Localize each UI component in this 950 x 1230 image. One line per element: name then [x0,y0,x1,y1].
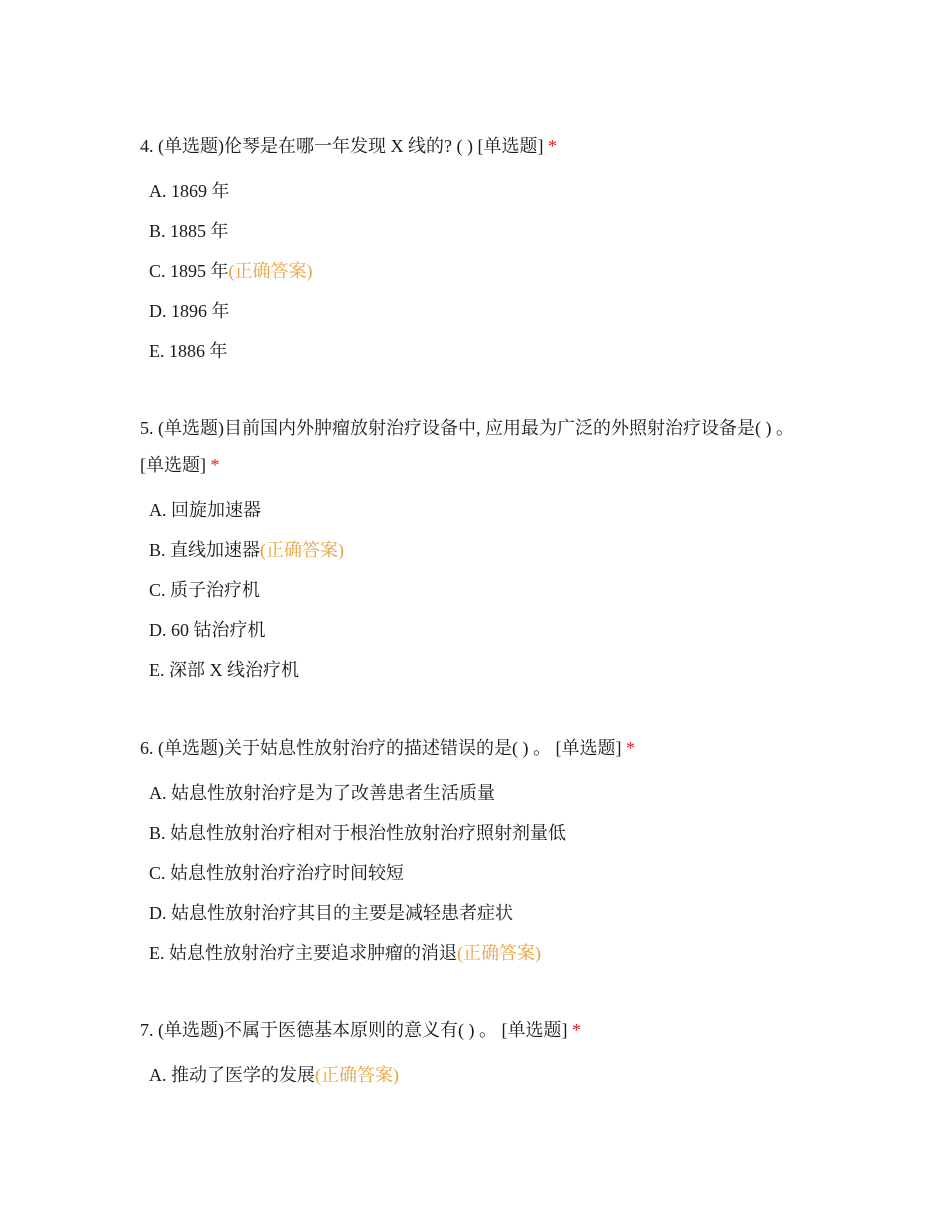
question-title [140,1012,820,1049]
option-text: C. 质子治疗机 [149,580,261,600]
option-text: E. 姑息性放射治疗主要追求肿瘤的消退 [149,943,457,963]
option-text: C. 1895 年 [149,261,229,281]
option-e[interactable] [149,650,800,690]
option-d[interactable] [149,610,800,650]
option-text: C. 姑息性放射治疗治疗时间较短 [149,863,405,883]
option-c[interactable] [149,570,800,610]
correct-answer-label: (正确答案) [228,261,313,281]
option-a[interactable] [149,773,820,813]
question-text: 6. (单选题)关于姑息性放射治疗的描述错误的是( ) 。 [单选题] [140,738,622,758]
option-d[interactable] [149,291,820,331]
option-list [149,773,820,973]
option-a[interactable] [149,490,800,530]
option-text: E. 深部 X 线治疗机 [149,660,299,680]
required-asterisk: * [547,136,557,156]
required-asterisk: * [625,738,635,758]
question-4 [140,128,820,371]
correct-answer-label: (正确答案) [315,1065,399,1085]
option-text: A. 1869 年 [149,181,230,201]
question-title [140,410,800,484]
option-list [149,171,820,371]
option-text: D. 1896 年 [149,301,230,321]
option-text: B. 姑息性放射治疗相对于根治性放射治疗照射剂量低 [149,823,567,843]
option-text: A. 姑息性放射治疗是为了改善患者生活质量 [149,783,495,803]
question-6 [140,730,820,973]
option-a[interactable] [149,1055,820,1095]
option-text: D. 姑息性放射治疗其目的主要是减轻患者症状 [149,903,513,923]
option-list [149,490,800,690]
option-text: D. 60 钴治疗机 [149,620,266,640]
option-e[interactable] [149,331,820,371]
correct-answer-label: (正确答案) [457,943,541,963]
question-title [140,128,820,165]
question-text: 7. (单选题)不属于医德基本原则的意义有( ) 。 [单选题] [140,1020,568,1040]
option-text: B. 直线加速器 [149,540,261,560]
correct-answer-label: (正确答案) [260,540,345,560]
option-text: A. 回旋加速器 [149,500,261,520]
option-text: A. 推动了医学的发展 [149,1065,315,1085]
option-d[interactable] [149,893,820,933]
option-a[interactable] [149,171,820,211]
option-e[interactable] [149,933,820,973]
option-text: E. 1886 年 [149,341,228,361]
option-b[interactable] [149,530,800,570]
option-b[interactable] [149,813,820,853]
question-text: 4. (单选题)伦琴是在哪一年发现 X 线的? ( ) [单选题] [140,136,544,156]
question-7 [140,1012,820,1095]
question-title [140,730,820,767]
option-c[interactable] [149,853,820,893]
option-c[interactable] [149,251,820,291]
required-asterisk: * [571,1020,581,1040]
question-text: 5. (单选题)目前国内外肿瘤放射治疗设备中, 应用最为广泛的外照射治疗设备是( ) 。 [单选题] [140,418,794,475]
option-text: B. 1885 年 [149,221,229,241]
option-b[interactable] [149,211,820,251]
option-list [149,1055,820,1095]
question-5 [140,410,800,690]
required-asterisk: * [210,455,220,475]
